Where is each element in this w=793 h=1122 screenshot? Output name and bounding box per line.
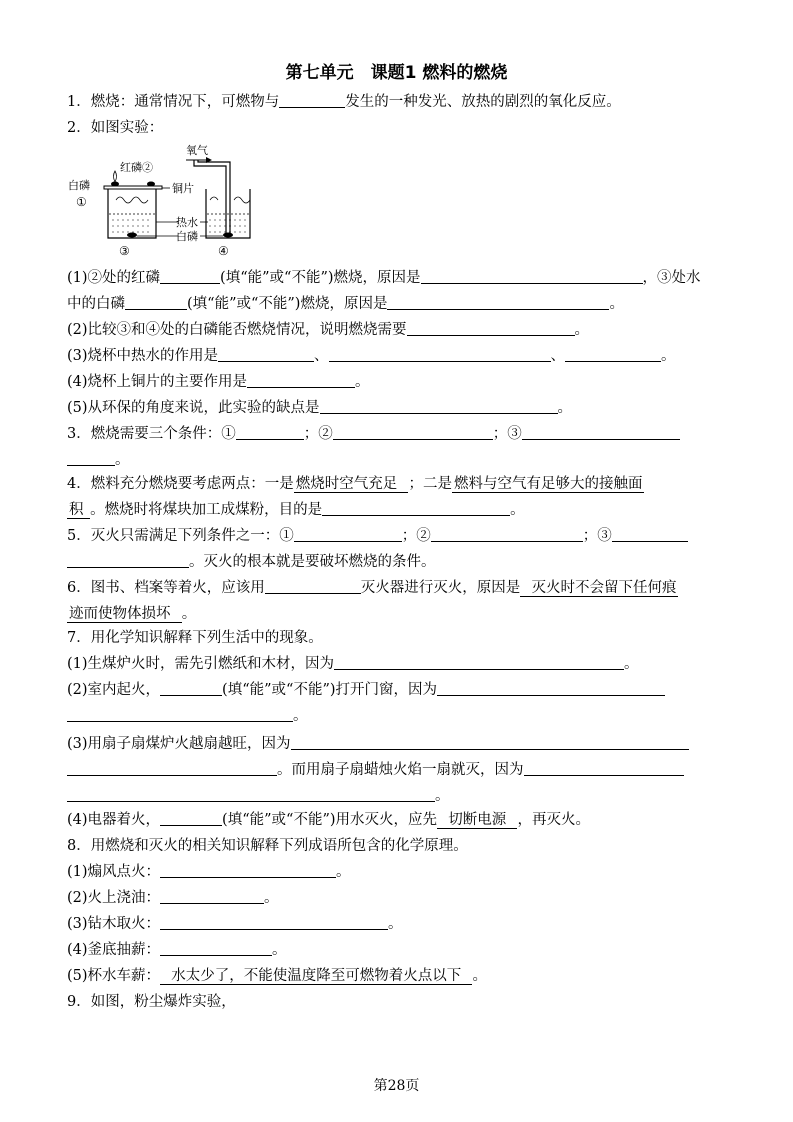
blank[interactable] <box>279 92 345 108</box>
answer: 燃烧时空气充足 <box>294 476 409 493</box>
question-8-intro: 8．用燃烧和灭火的相关知识解释下列成语所包含的化学原理。 <box>67 838 468 854</box>
q2-line-4: (3)烧杯中热水的作用是 、 、 。 <box>67 348 676 364</box>
q8-item-3: (3)钻木取火： 。 <box>67 916 403 932</box>
label-1: ① <box>76 195 87 209</box>
blank[interactable] <box>160 680 222 696</box>
answer: 迹而使物体损坏 <box>67 606 182 623</box>
q2-line-1: (1)②处的红磷 (填“能”或“不能”)燃烧，原因是 ，③处水 <box>67 270 701 286</box>
blank[interactable] <box>522 424 680 440</box>
blank[interactable] <box>67 450 115 466</box>
q2-line-2: 中的白磷 (填“能”或“不能”)燃烧，原因是 。 <box>67 296 624 312</box>
question-4-cont: 积 。燃烧时将煤块加工成煤粉，目的是 。 <box>69 502 525 518</box>
blank[interactable] <box>67 552 189 568</box>
q7-line-2-cont: 。 <box>67 706 308 726</box>
blank[interactable] <box>612 526 688 542</box>
question-5-cont: 。灭火的根本就是要破坏燃烧的条件。 <box>67 552 436 572</box>
blank[interactable] <box>160 862 336 878</box>
question-7-intro: 7．用化学知识解释下列生活中的现象。 <box>67 630 323 646</box>
blank[interactable] <box>67 786 435 802</box>
blank[interactable] <box>322 500 510 516</box>
blank[interactable] <box>291 734 689 750</box>
question-3: 3．燃烧需要三个条件：① ；② ；③ <box>67 424 680 444</box>
question-1: 1．燃烧：通常情况下，可燃物与 发生的一种发光、放热的剧烈的氧化反应。 <box>67 94 621 110</box>
blank[interactable] <box>329 346 551 362</box>
flame-icon <box>114 171 117 182</box>
oxygen-label: 氧气 <box>186 144 208 157</box>
answer: 灭火时不会留下任何痕 <box>520 580 678 597</box>
answer: 积 <box>67 502 90 519</box>
blank[interactable] <box>247 372 355 388</box>
question-5: 5．灭火只需满足下列条件之一：① ；② ；③ <box>67 526 688 546</box>
red-phosphorus <box>147 182 155 187</box>
answer: 切断电源 <box>437 812 517 829</box>
blank[interactable] <box>160 268 220 284</box>
q7-line-1: (1)生煤炉火时，需先引燃纸和木材，因为 。 <box>67 656 639 672</box>
q8-item-5: (5)杯水车薪： 水太少了，不能使温度降至可燃物着火点以下 。 <box>67 968 487 984</box>
question-9-intro: 9．如图，粉尘爆炸实验， <box>67 994 236 1010</box>
label-4: ④ <box>218 244 229 258</box>
blank[interactable] <box>265 578 361 594</box>
combustion-experiment-diagram <box>66 140 256 262</box>
oxygen-tube <box>194 160 226 233</box>
copper-sheet-label: 铜片 <box>172 182 194 195</box>
q2-line-5: (4)烧杯上铜片的主要作用是 。 <box>67 374 370 390</box>
q7-line-3: (3)用扇子扇煤炉火越扇越旺，因为 <box>67 734 689 754</box>
blank[interactable] <box>236 424 304 440</box>
answer: 水太少了，不能使温度降至可燃物着火点以下 <box>160 968 472 985</box>
blank[interactable] <box>431 526 583 542</box>
hot-water-label: 热水 <box>176 216 198 229</box>
beaker-left <box>108 189 156 238</box>
blank[interactable] <box>67 760 277 776</box>
blank[interactable] <box>67 706 293 722</box>
label-3: ③ <box>119 244 130 258</box>
blank[interactable] <box>294 526 402 542</box>
q7-line-2: (2)室内起火， (填“能”或“不能”)打开门窗，因为 <box>67 680 665 700</box>
q7-line-3-cont2: 。 <box>67 786 450 806</box>
white-phosphorus-label-top: 白磷 <box>68 179 90 192</box>
q2-line-6: (5)从环保的角度来说，此实验的缺点是 。 <box>67 400 573 416</box>
blank[interactable] <box>333 424 493 440</box>
q7-line-4: (4)电器着火， (填“能”或“不能”)用水灭火，应先 切断电源 ，再灭火。 <box>67 812 590 828</box>
blank[interactable] <box>565 346 661 362</box>
beaker-right <box>206 189 250 238</box>
blank[interactable] <box>218 346 314 362</box>
question-2-intro: 2．如图实验： <box>67 120 164 136</box>
page-title: 第七单元 课题1 燃料的燃烧 <box>285 63 508 83</box>
blank[interactable] <box>160 914 388 930</box>
question-4: 4．燃料充分燃烧要考虑两点：一是 燃烧时空气充足 ；二是 燃料与空气有足够大的接触面 <box>67 476 643 492</box>
q2-line-3: (2)比较③和④处的白磷能否燃烧情况，说明燃烧需要 。 <box>67 322 590 338</box>
q8-item-4: (4)釜底抽薪： 。 <box>67 942 287 958</box>
page-number: 第28页 <box>373 1078 420 1094</box>
question-6: 6．图书、档案等着火，应该用 灭火器进行灭火，原因是 灭火时不会留下任何痕 <box>67 580 677 596</box>
q8-item-2: (2)火上浇油： 。 <box>67 890 279 906</box>
blank[interactable] <box>407 320 575 336</box>
q7-line-3-cont: 。而用扇子扇蜡烛火焰一扇就灭，因为 <box>67 760 684 780</box>
blank[interactable] <box>387 294 609 310</box>
blank[interactable] <box>320 398 558 414</box>
blank[interactable] <box>421 268 643 284</box>
white-phosphorus-in-water <box>127 233 137 238</box>
blank[interactable] <box>160 888 264 904</box>
question-3-cont: 。 <box>67 450 130 470</box>
blank[interactable] <box>125 294 187 310</box>
blank[interactable] <box>160 940 272 956</box>
blank[interactable] <box>524 760 684 776</box>
red-phosphorus-label: 红磷② <box>120 161 153 174</box>
copper-sheet <box>104 186 162 189</box>
white-phosphorus-label-bottom: 白磷 <box>176 230 198 243</box>
answer: 燃料与空气有足够大的接触面 <box>453 476 643 492</box>
q8-item-1: (1)煽风点火： 。 <box>67 864 351 880</box>
blank[interactable] <box>160 810 222 826</box>
blank[interactable] <box>437 680 665 696</box>
blank[interactable] <box>334 654 624 670</box>
question-6-cont: 迹而使物体损坏 。 <box>69 606 197 622</box>
